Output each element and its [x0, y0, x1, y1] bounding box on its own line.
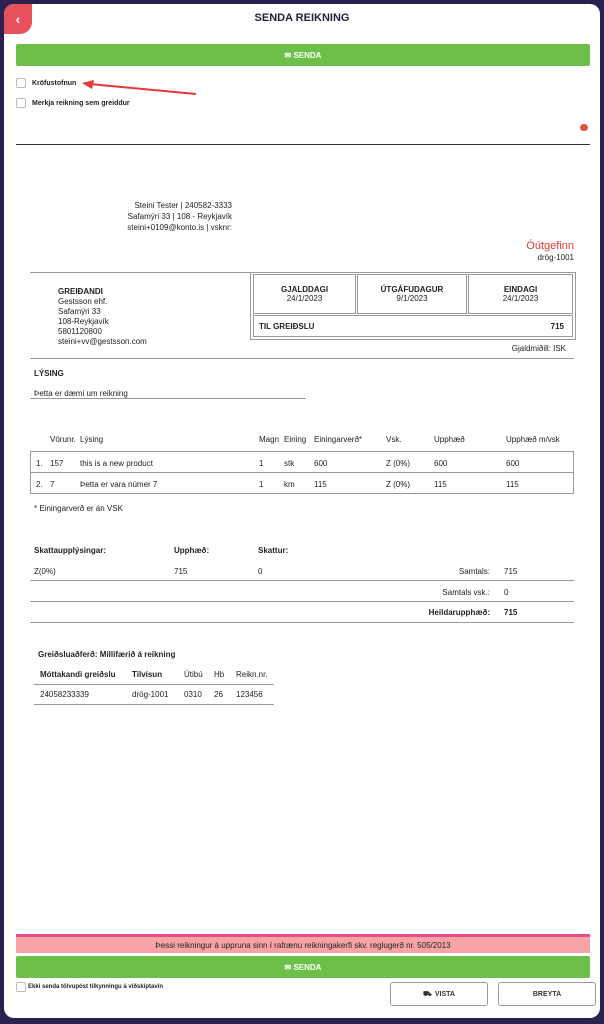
divider: [16, 144, 590, 145]
chevron-left-icon: ‹: [15, 11, 21, 27]
row-desc: Þetta er vara númer 7: [80, 480, 158, 489]
tax-line-3: [30, 622, 574, 623]
tax-line-1: [30, 580, 574, 581]
krofustofnun-option[interactable]: [16, 78, 76, 88]
total-label: Samtals:: [458, 567, 490, 576]
row-qty: 1: [259, 480, 264, 489]
description-heading: LÝSING: [34, 369, 64, 378]
mark-paid-checkbox[interactable]: [16, 98, 26, 108]
payment-reference: drög-1001: [132, 690, 169, 699]
edit-button[interactable]: BREYTA: [498, 982, 596, 1006]
col-amount-vat-header: Upphæð m/vsk: [506, 435, 560, 444]
col-sku-header: Vörunr.: [50, 435, 76, 444]
send-button-bottom[interactable]: ✉ SENDA: [16, 956, 590, 978]
payment-header-reference: Tilvísun: [132, 670, 163, 679]
row-unit: stk: [284, 459, 295, 468]
annotation-arrow-icon: [82, 80, 202, 100]
tax-rate: Z(0%): [34, 567, 56, 576]
app-window: [4, 4, 600, 1018]
truck-icon: ⛟: [423, 990, 432, 998]
col-desc-header: Lýsing: [80, 435, 104, 444]
description-text: Þetta er dæmi um reikning: [34, 389, 128, 398]
col-amount-header: Upphæð: [434, 435, 465, 444]
row-desc: this is a new product: [80, 459, 153, 468]
krofustofnun-label: Kröfustofnun: [32, 79, 77, 87]
vat-total-value: 0: [504, 588, 509, 597]
payment-header-account: Reikn.nr.: [236, 670, 268, 679]
payment-line-1: [34, 684, 274, 685]
payment-branch: 0310: [184, 690, 202, 699]
row-price: 600: [314, 459, 328, 468]
payer-top-line: [30, 272, 250, 273]
vat-note: * Einingarverð er án VSK: [34, 504, 123, 513]
description-underline: [30, 398, 306, 399]
invoice-status: Óútgefinn: [526, 240, 574, 252]
grand-total-value: 715: [504, 608, 518, 617]
mark-paid-option[interactable]: [16, 98, 130, 108]
table-row: [30, 475, 574, 493]
row-sku: 157: [50, 459, 64, 468]
payer-heading: GREIÐANDI: [58, 287, 103, 296]
payer-street: Safamýri 33: [58, 307, 101, 316]
issue-date-label: ÚTGÁFUDAGUR: [380, 285, 444, 294]
no-email-option[interactable]: [16, 982, 163, 992]
to-pay-label: TIL GREIÐSLU: [259, 322, 315, 331]
row-price: 115: [314, 480, 327, 489]
table-row: [30, 454, 574, 472]
payment-account: 123456: [236, 690, 263, 699]
payment-header-hb: Hb: [214, 670, 225, 679]
row-num: 2.: [36, 480, 43, 489]
no-email-checkbox[interactable]: [16, 982, 26, 992]
tax-value: 0: [258, 567, 263, 576]
tax-line-2: [30, 601, 574, 602]
payment-header-receiver: Móttakandi greiðslu: [40, 670, 116, 679]
vat-total-label: Samtals vsk.:: [442, 588, 490, 597]
row-vat: Z (0%): [386, 459, 410, 468]
items-row-divider: [30, 472, 574, 473]
col-vat-header: Vsk.: [386, 435, 402, 444]
issue-date-value: 9/1/2023: [396, 294, 428, 303]
final-date-label: EINDAGI: [503, 285, 538, 294]
payment-receiver: 24058233339: [40, 690, 89, 699]
comment-icon[interactable]: [580, 124, 588, 131]
row-qty: 1: [259, 459, 264, 468]
row-amount-vat: 600: [506, 459, 520, 468]
payment-method-title: Greiðsluaðferð: Millifærið á reikning: [38, 650, 176, 659]
row-unit: km: [284, 480, 295, 489]
due-date-value: 24/1/2023: [286, 294, 323, 303]
section-line: [30, 358, 574, 359]
total-value: 715: [504, 567, 518, 576]
payer-block: [58, 297, 147, 347]
preview-button-label: VISTA: [434, 990, 455, 998]
tax-amount-heading: Upphæð:: [174, 546, 210, 555]
payment-line-2: [34, 704, 274, 705]
sender-email: steini+0109@konto.is | vsknr:: [127, 223, 232, 232]
payment-hb: 26: [214, 690, 223, 699]
col-qty-header: Magn: [259, 435, 280, 444]
row-sku: 7: [50, 480, 55, 489]
row-amount-vat: 115: [506, 480, 519, 489]
payer-name: Gestsson ehf.: [58, 297, 108, 306]
payer-kt: 5801120800: [58, 327, 102, 336]
tax-tax-heading: Skattur:: [258, 546, 289, 555]
payer-city: 108-Reykjavík: [58, 317, 109, 326]
no-email-label: Ekki senda tölvupóst tilkynningu á viðskiptavin: [28, 984, 164, 990]
preview-button[interactable]: [390, 982, 488, 1006]
row-amount: 115: [434, 480, 447, 489]
sender-name: Steini Tester | 240582-3333: [134, 201, 232, 210]
row-num: 1.: [36, 459, 43, 468]
tax-amount: 715: [174, 567, 188, 576]
to-pay-value: 715: [550, 322, 564, 331]
invoice-ref: drög-1001: [537, 253, 574, 262]
currency-label: Gjaldmiðill: ISK: [511, 344, 566, 353]
sender-address: Safamýri 33 | 108 - Reykjavík: [127, 212, 232, 221]
payment-header-branch: Útibú: [184, 670, 203, 679]
sender-block: [64, 200, 232, 233]
legal-notice: Þessi reikningur á uppruna sinn í rafrænu reikningakerfi skv. reglugerð nr. 505/2013: [16, 934, 590, 953]
due-date-label: GJALDDAGI: [280, 285, 329, 294]
page-title: SENDA REIKNING: [254, 12, 350, 24]
row-vat: Z (0%): [386, 480, 410, 489]
mark-paid-label: Merkja reikning sem greiddur: [32, 99, 130, 107]
send-button-top[interactable]: ✉ SENDA: [16, 44, 590, 66]
col-price-header: Einingarverð*: [314, 435, 363, 444]
row-amount: 600: [434, 459, 448, 468]
final-date-value: 24/1/2023: [502, 294, 539, 303]
tax-heading: Skattaupplýsingar:: [34, 546, 107, 555]
krofustofnun-checkbox[interactable]: [16, 78, 26, 88]
payer-email: steini+vv@gestsson.com: [58, 337, 147, 346]
col-unit-header: Eining: [284, 435, 307, 444]
grand-total-label: Heildarupphæð:: [428, 608, 490, 617]
